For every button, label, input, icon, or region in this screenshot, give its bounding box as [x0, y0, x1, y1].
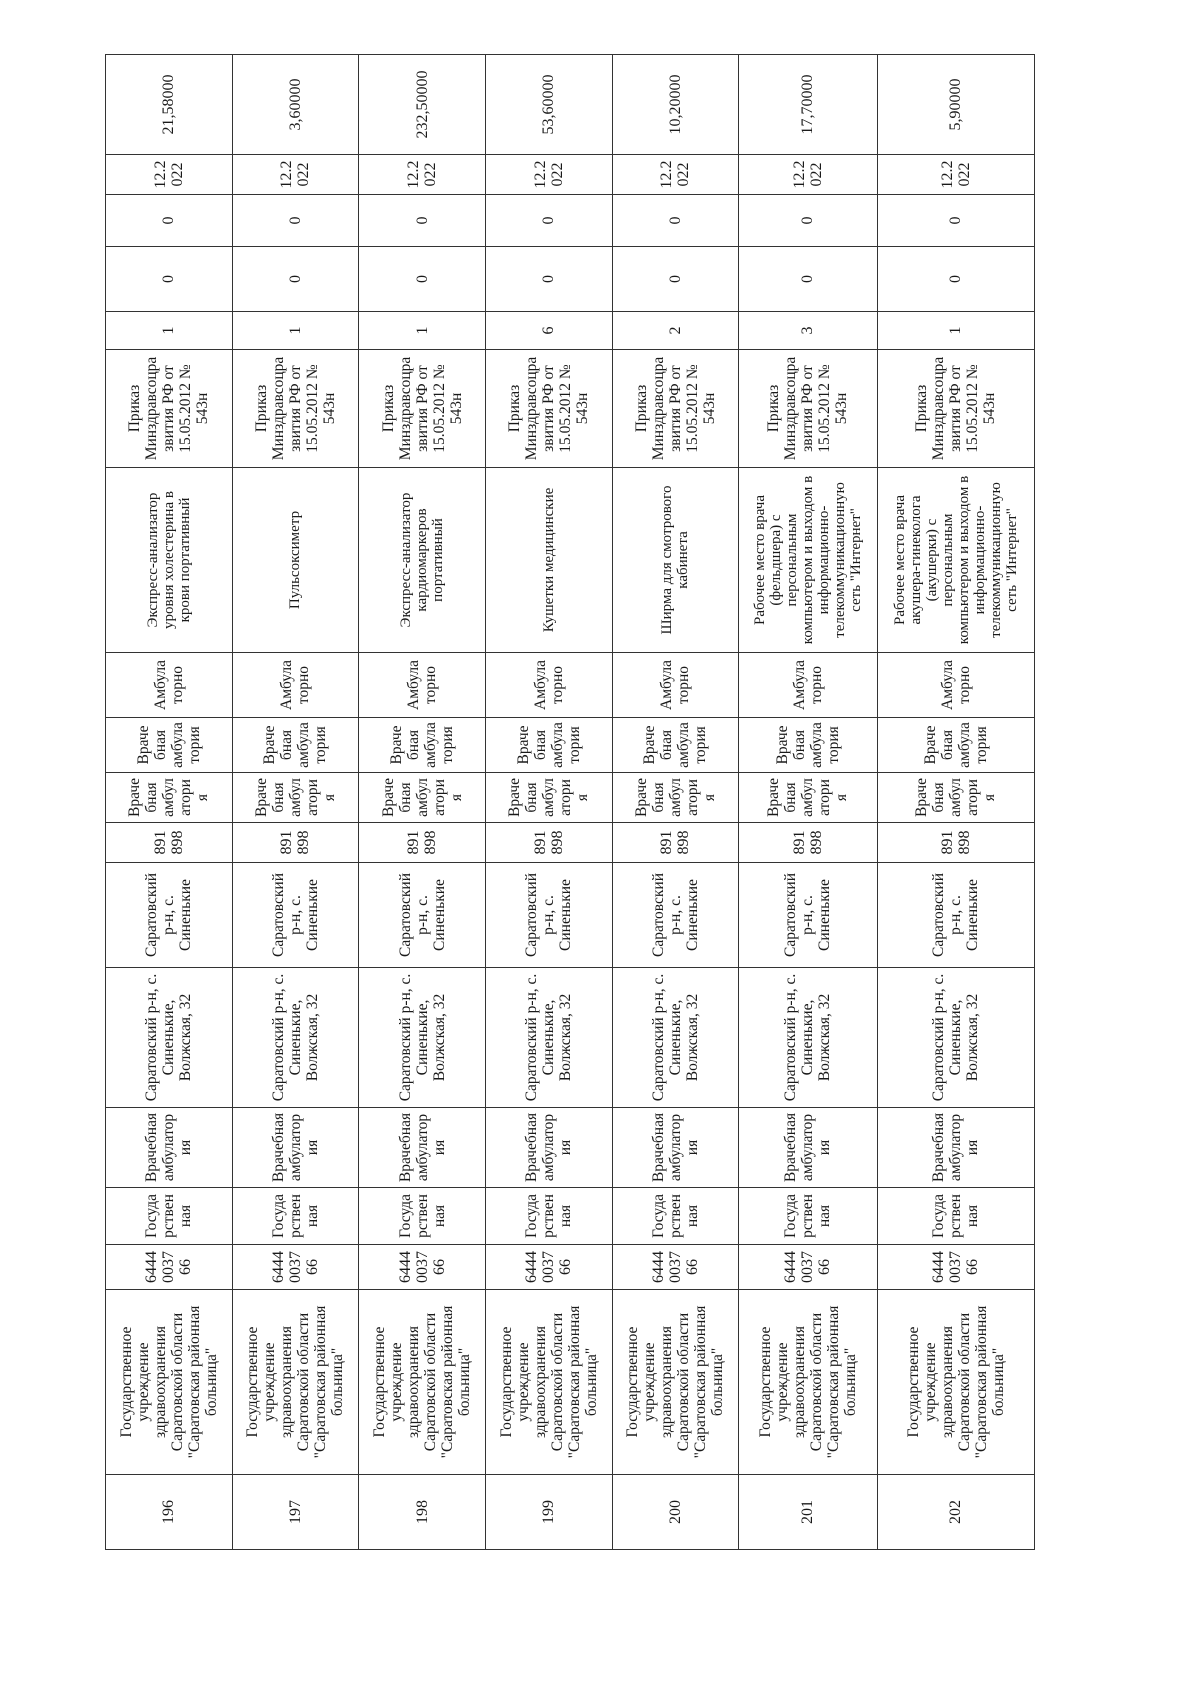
price: 10,20000	[612, 55, 739, 155]
organization-name: Государственное учреждение здравоохранения Саратовской области "Саратовская районная больница"	[106, 1290, 233, 1475]
required-quantity: 2	[612, 312, 739, 350]
available-quantity: 0	[739, 247, 877, 312]
standard-order: Приказ Минздравсоцразвития РФ от 15.05.2012 № 543н	[106, 350, 233, 468]
locality-code: 891898	[106, 823, 233, 863]
equipment-table	[105, 54, 1035, 1550]
required-quantity: 1	[106, 312, 233, 350]
unit-type: Врачебная амбулатория	[612, 773, 739, 823]
planned-date: 12.2022	[485, 155, 612, 195]
ownership-form: Государственная	[739, 1188, 877, 1245]
subunit: Врачебная амбулатория	[232, 718, 359, 773]
subunit: Врачебная амбулатория	[485, 718, 612, 773]
care-type: Амбулаторно	[739, 653, 877, 718]
worn-quantity: 0	[612, 195, 739, 247]
row-number: 200	[612, 1475, 739, 1550]
organization-name: Государственное учреждение здравоохранения Саратовской области "Саратовская районная больница"	[612, 1290, 739, 1475]
unit-name: Врачебная амбулатория	[877, 1108, 1034, 1188]
unit-name: Врачебная амбулатория	[232, 1108, 359, 1188]
standard-order: Приказ Минздравсоцразвития РФ от 15.05.2012 № 543н	[359, 350, 486, 468]
unit-type: Врачебная амбулатория	[232, 773, 359, 823]
standard-order: Приказ Минздравсоцразвития РФ от 15.05.2012 № 543н	[877, 350, 1034, 468]
inn: 6444003766	[877, 1245, 1034, 1290]
inn: 6444003766	[612, 1245, 739, 1290]
care-type: Амбулаторно	[485, 653, 612, 718]
price: 5,90000	[877, 55, 1034, 155]
row-number: 196	[106, 1475, 233, 1550]
unit-name: Врачебная амбулатория	[612, 1108, 739, 1188]
equipment-name: Экспресс-анализатор кардиомаркеров портативный	[359, 468, 486, 653]
locality-code: 891898	[359, 823, 486, 863]
unit-address: Саратовский р-н, с. Синенькие, Волжская, 32	[232, 968, 359, 1108]
standard-order: Приказ Минздравсоцразвития РФ от 15.05.2012 № 543н	[612, 350, 739, 468]
planned-date: 12.2022	[232, 155, 359, 195]
locality: Саратовский р-н, с. Синенькие	[359, 863, 486, 968]
unit-type: Врачебная амбулатория	[106, 773, 233, 823]
unit-address: Саратовский р-н, с. Синенькие, Волжская, 32	[612, 968, 739, 1108]
table-row	[877, 55, 1034, 1550]
worn-quantity: 0	[877, 195, 1034, 247]
organization-name: Государственное учреждение здравоохранения Саратовской области "Саратовская районная больница"	[232, 1290, 359, 1475]
locality-code: 891898	[612, 823, 739, 863]
standard-order: Приказ Минздравсоцразвития РФ от 15.05.2012 № 543н	[739, 350, 877, 468]
ownership-form: Государственная	[232, 1188, 359, 1245]
worn-quantity: 0	[106, 195, 233, 247]
locality-code: 891898	[232, 823, 359, 863]
worn-quantity: 0	[232, 195, 359, 247]
standard-order: Приказ Минздравсоцразвития РФ от 15.05.2012 № 543н	[232, 350, 359, 468]
price: 3,60000	[232, 55, 359, 155]
planned-date: 12.2022	[877, 155, 1034, 195]
ownership-form: Государственная	[612, 1188, 739, 1245]
inn: 6444003766	[232, 1245, 359, 1290]
unit-name: Врачебная амбулатория	[485, 1108, 612, 1188]
locality: Саратовский р-н, с. Синенькие	[739, 863, 877, 968]
locality: Саратовский р-н, с. Синенькие	[485, 863, 612, 968]
care-type: Амбулаторно	[106, 653, 233, 718]
planned-date: 12.2022	[739, 155, 877, 195]
inn: 6444003766	[485, 1245, 612, 1290]
unit-name: Врачебная амбулатория	[359, 1108, 486, 1188]
unit-type: Врачебная амбулатория	[739, 773, 877, 823]
available-quantity: 0	[485, 247, 612, 312]
ownership-form: Государственная	[485, 1188, 612, 1245]
organization-name: Государственное учреждение здравоохранения Саратовской области "Саратовская районная больница"	[877, 1290, 1034, 1475]
equipment-name: Экспресс-анализатор уровня холестерина в крови портативный	[106, 468, 233, 653]
standard-order: Приказ Минздравсоцразвития РФ от 15.05.2012 № 543н	[485, 350, 612, 468]
care-type: Амбулаторно	[877, 653, 1034, 718]
ownership-form: Государственная	[359, 1188, 486, 1245]
equipment-name: Рабочее место врача (фельдшера) с персональным компьютером и выходом в информационно-телекоммуникационную сеть "Интернет"	[739, 468, 877, 653]
ownership-form: Государственная	[877, 1188, 1034, 1245]
required-quantity: 1	[359, 312, 486, 350]
planned-date: 12.2022	[612, 155, 739, 195]
unit-address: Саратовский р-н, с. Синенькие, Волжская, 32	[106, 968, 233, 1108]
care-type: Амбулаторно	[232, 653, 359, 718]
table-row	[106, 55, 233, 1550]
subunit: Врачебная амбулатория	[106, 718, 233, 773]
inn: 6444003766	[359, 1245, 486, 1290]
available-quantity: 0	[359, 247, 486, 312]
available-quantity: 0	[232, 247, 359, 312]
organization-name: Государственное учреждение здравоохранения Саратовской области "Саратовская районная больница"	[739, 1290, 877, 1475]
row-number: 199	[485, 1475, 612, 1550]
row-number: 202	[877, 1475, 1034, 1550]
unit-type: Врачебная амбулатория	[485, 773, 612, 823]
unit-name: Врачебная амбулатория	[106, 1108, 233, 1188]
row-number: 197	[232, 1475, 359, 1550]
unit-name: Врачебная амбулатория	[739, 1108, 877, 1188]
equipment-name: Ширма для смотрового кабинета	[612, 468, 739, 653]
locality-code: 891898	[485, 823, 612, 863]
subunit: Врачебная амбулатория	[359, 718, 486, 773]
row-number: 198	[359, 1475, 486, 1550]
locality: Саратовский р-н, с. Синенькие	[877, 863, 1034, 968]
required-quantity: 3	[739, 312, 877, 350]
price: 17,70000	[739, 55, 877, 155]
locality-code: 891898	[877, 823, 1034, 863]
row-number: 201	[739, 1475, 877, 1550]
worn-quantity: 0	[739, 195, 877, 247]
unit-type: Врачебная амбулатория	[359, 773, 486, 823]
care-type: Амбулаторно	[612, 653, 739, 718]
inn: 6444003766	[106, 1245, 233, 1290]
worn-quantity: 0	[485, 195, 612, 247]
available-quantity: 0	[106, 247, 233, 312]
required-quantity: 1	[232, 312, 359, 350]
available-quantity: 0	[877, 247, 1034, 312]
planned-date: 12.2022	[106, 155, 233, 195]
ownership-form: Государственная	[106, 1188, 233, 1245]
price: 53,60000	[485, 55, 612, 155]
rotated-table-container	[105, 60, 1035, 1550]
organization-name: Государственное учреждение здравоохранения Саратовской области "Саратовская районная больница"	[485, 1290, 612, 1475]
inn: 6444003766	[739, 1245, 877, 1290]
subunit: Врачебная амбулатория	[739, 718, 877, 773]
price: 21,58000	[106, 55, 233, 155]
unit-address: Саратовский р-н, с. Синенькие, Волжская, 32	[739, 968, 877, 1108]
equipment-name: Пульсоксиметр	[232, 468, 359, 653]
worn-quantity: 0	[359, 195, 486, 247]
table-row	[232, 55, 359, 1550]
unit-type: Врачебная амбулатория	[877, 773, 1034, 823]
table-row	[359, 55, 486, 1550]
required-quantity: 1	[877, 312, 1034, 350]
table-row	[612, 55, 739, 1550]
required-quantity: 6	[485, 312, 612, 350]
table-row	[485, 55, 612, 1550]
planned-date: 12.2022	[359, 155, 486, 195]
subunit: Врачебная амбулатория	[877, 718, 1034, 773]
equipment-name: Кушетки медицинские	[485, 468, 612, 653]
organization-name: Государственное учреждение здравоохранения Саратовской области "Саратовская районная больница"	[359, 1290, 486, 1475]
locality: Саратовский р-н, с. Синенькие	[106, 863, 233, 968]
price: 232,50000	[359, 55, 486, 155]
available-quantity: 0	[612, 247, 739, 312]
locality: Саратовский р-н, с. Синенькие	[232, 863, 359, 968]
equipment-name: Рабочее место врача акушера-гинеколога (акушерки) с персональным компьютером и выходом в информационно-телекоммуникационную сеть "Интернет"	[877, 468, 1034, 653]
unit-address: Саратовский р-н, с. Синенькие, Волжская, 32	[359, 968, 486, 1108]
unit-address: Саратовский р-н, с. Синенькие, Волжская, 32	[485, 968, 612, 1108]
subunit: Врачебная амбулатория	[612, 718, 739, 773]
locality-code: 891898	[739, 823, 877, 863]
table-row	[739, 55, 877, 1550]
locality: Саратовский р-н, с. Синенькие	[612, 863, 739, 968]
unit-address: Саратовский р-н, с. Синенькие, Волжская, 32	[877, 968, 1034, 1108]
care-type: Амбулаторно	[359, 653, 486, 718]
